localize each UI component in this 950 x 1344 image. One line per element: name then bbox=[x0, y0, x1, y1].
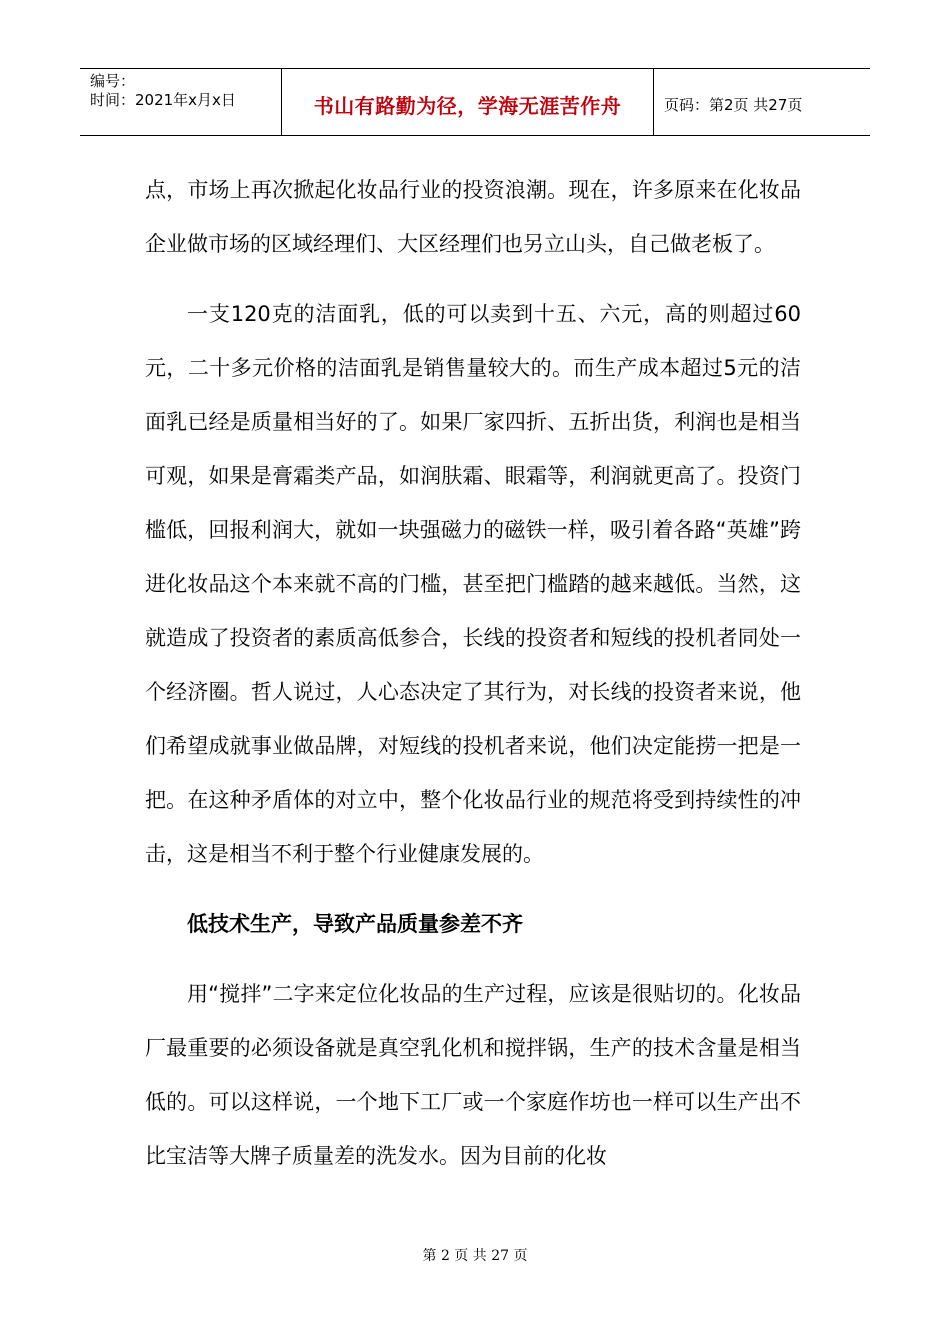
header-page-cell bbox=[654, 69, 870, 135]
page-footer bbox=[0, 1245, 950, 1265]
motto-text: 书山有路勤为径，学海无涯苦作舟 bbox=[313, 93, 622, 118]
header-motto-cell bbox=[282, 69, 654, 135]
number-label: 编号： bbox=[90, 72, 136, 90]
section-heading: 低技术生产，导致产品质量参差不齐 bbox=[187, 912, 523, 936]
document-body bbox=[145, 163, 801, 1183]
page-header bbox=[80, 68, 870, 136]
paragraph: 一支120克的洁面乳，低的可以卖到十五、六元，高的则超过60元，二十多元价格的洁面乳是销售量较大的。而生产成本超过5元的洁面乳已经是质量相当好的了。如果厂家四折、五折出货，利润也是相当可观，如果是膏霜类产品，如润肤霜、眼霜等，利润就更高了。投资门槛低，回报利润大，就如一块强磁力的磁铁一样，吸引着各路“英雄”跨进化妆品这个本来就不高的门槛，甚至把门槛踏的越来越低。当然，这就造成了投资者的素质高低参合，长线的投资者和短线的投机者同处一个经济圈。哲人说过，人心态决定了其行为，对长线的投资者来说，他们希望成就事业做品牌，对短线的投机者来说，他们决定能捞一把是一把。在这种矛盾体的对立中，整个化妆品行业的规范将受到持续性的冲击，这是相当不利于整个行业健康发展的。 bbox=[145, 302, 801, 866]
header-meta-cell bbox=[80, 69, 282, 135]
time-label: 时间：2021年x月x日 bbox=[90, 91, 236, 109]
paragraph-continued: 点，市场上再次掀起化妆品行业的投资浪潮。现在，许多原来在化妆品企业做市场的区域经理们、大区经理们也另立山头，自己做老板了。 bbox=[145, 178, 801, 256]
footer-page-number: 第 2 页 共 27 页 bbox=[422, 1248, 528, 1264]
page-info: 页码：第2页 共27页 bbox=[664, 95, 803, 114]
paragraph: 用“搅拌”二字来定位化妆品的生产过程，应该是很贴切的。化妆品厂最重要的必须设备就是真空乳化机和搅拌锅，生产的技术含量是相当低的。可以这样说，一个地下工厂或一个家庭作坊也一样可以生产出不比宝洁等大牌子质量差的洗发水。因为目前的化妆 bbox=[145, 982, 801, 1168]
